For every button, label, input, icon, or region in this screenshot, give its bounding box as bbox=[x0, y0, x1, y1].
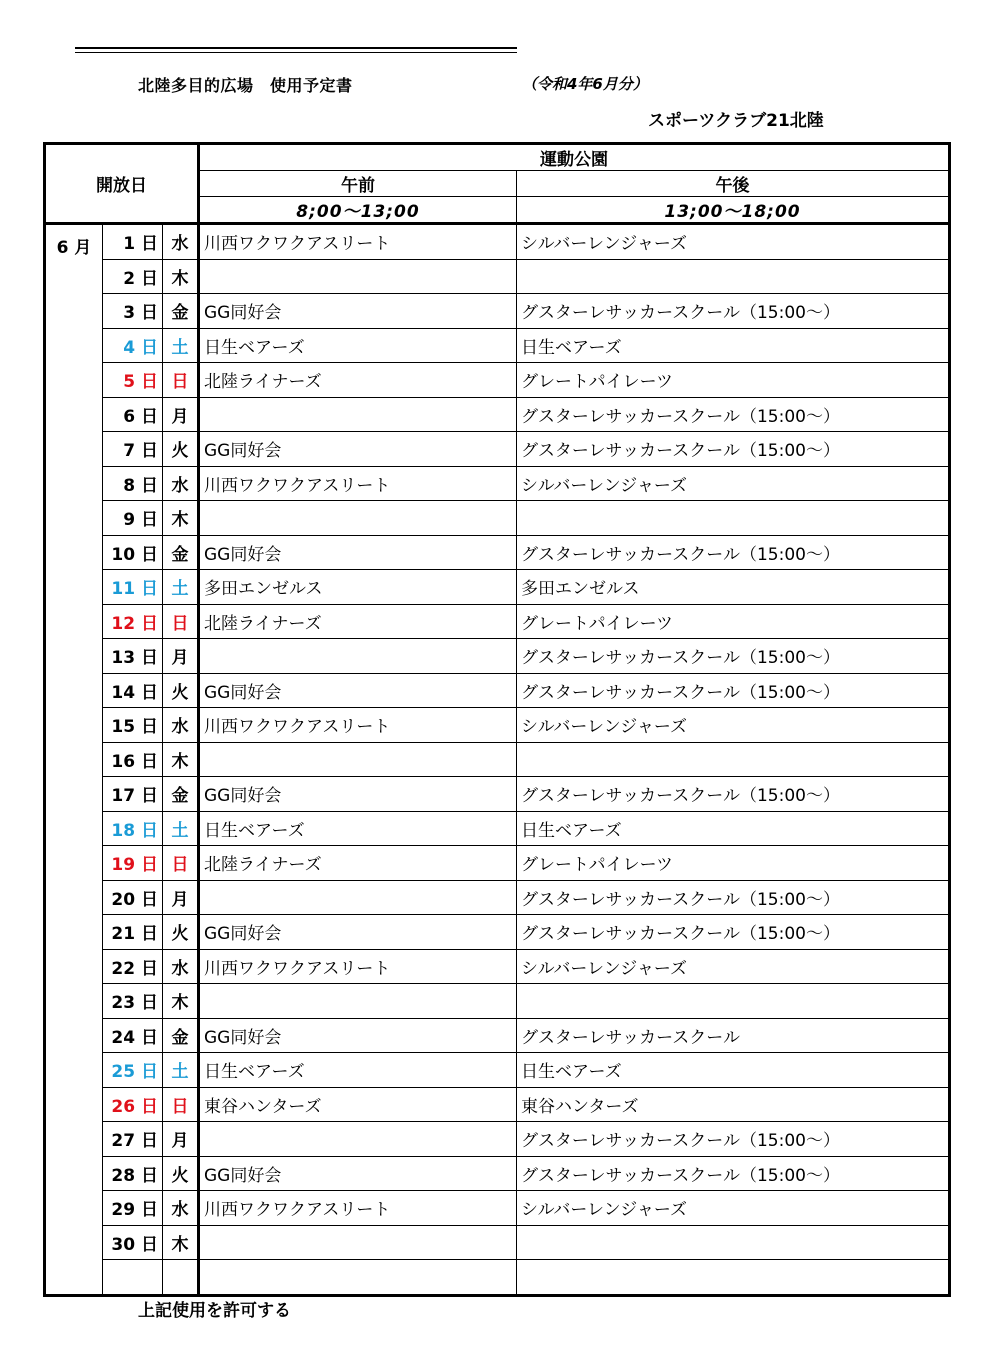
weekday-cell: 土 bbox=[163, 570, 199, 605]
venue-header: 運動公園 bbox=[199, 144, 950, 171]
day-cell: 21 日 bbox=[103, 915, 163, 950]
morning-booking: GG同好会 bbox=[199, 673, 517, 708]
morning-booking: 北陸ライナーズ bbox=[199, 846, 517, 881]
day-cell: 11 日 bbox=[103, 570, 163, 605]
day-cell: 20 日 bbox=[103, 880, 163, 915]
table-row bbox=[45, 639, 950, 674]
day-cell: 3 日 bbox=[103, 294, 163, 329]
weekday-cell: 木 bbox=[163, 984, 199, 1019]
morning-booking: 日生ベアーズ bbox=[199, 328, 517, 363]
day-cell: 16 日 bbox=[103, 742, 163, 777]
afternoon-booking: シルバーレンジャーズ bbox=[517, 466, 950, 501]
day-cell: 24 日 bbox=[103, 1018, 163, 1053]
table-row bbox=[45, 432, 950, 467]
weekday-cell: 火 bbox=[163, 432, 199, 467]
morning-booking: 川西ワクワクアスリート bbox=[199, 224, 517, 260]
table-row bbox=[45, 777, 950, 812]
weekday-cell: 水 bbox=[163, 708, 199, 743]
day-cell: 26 日 bbox=[103, 1087, 163, 1122]
day-cell: 10 日 bbox=[103, 535, 163, 570]
table-row bbox=[45, 880, 950, 915]
afternoon-booking bbox=[517, 742, 950, 777]
day-cell: 2 日 bbox=[103, 259, 163, 294]
table-row bbox=[45, 984, 950, 1019]
afternoon-booking: 日生ベアーズ bbox=[517, 811, 950, 846]
day-cell: 5 日 bbox=[103, 363, 163, 398]
afternoon-booking bbox=[517, 1260, 950, 1296]
afternoon-booking: シルバーレンジャーズ bbox=[517, 708, 950, 743]
morning-booking bbox=[199, 1122, 517, 1157]
morning-booking: 北陸ライナーズ bbox=[199, 363, 517, 398]
morning-booking bbox=[199, 639, 517, 674]
morning-header: 午前 bbox=[199, 171, 517, 197]
morning-booking: 川西ワクワクアスリート bbox=[199, 949, 517, 984]
day-cell bbox=[103, 1260, 163, 1296]
morning-booking: GG同好会 bbox=[199, 915, 517, 950]
table-row bbox=[45, 294, 950, 329]
weekday-cell: 金 bbox=[163, 777, 199, 812]
morning-booking: 多田エンゼルス bbox=[199, 570, 517, 605]
morning-booking: GG同好会 bbox=[199, 432, 517, 467]
morning-booking bbox=[199, 501, 517, 536]
weekday-cell: 金 bbox=[163, 1018, 199, 1053]
morning-booking bbox=[199, 742, 517, 777]
morning-booking: 川西ワクワクアスリート bbox=[199, 708, 517, 743]
afternoon-booking: 日生ベアーズ bbox=[517, 328, 950, 363]
weekday-cell: 月 bbox=[163, 397, 199, 432]
weekday-cell: 水 bbox=[163, 1191, 199, 1226]
morning-booking: 北陸ライナーズ bbox=[199, 604, 517, 639]
day-cell: 4 日 bbox=[103, 328, 163, 363]
table-row bbox=[45, 1053, 950, 1088]
weekday-cell: 月 bbox=[163, 1122, 199, 1157]
morning-booking bbox=[199, 880, 517, 915]
weekday-cell: 土 bbox=[163, 328, 199, 363]
table-row bbox=[45, 259, 950, 294]
morning-booking: 川西ワクワクアスリート bbox=[199, 1191, 517, 1226]
table-row bbox=[45, 846, 950, 881]
morning-booking: 川西ワクワクアスリート bbox=[199, 466, 517, 501]
afternoon-booking: グスターレサッカースクール（15:00～） bbox=[517, 1122, 950, 1157]
morning-booking bbox=[199, 984, 517, 1019]
afternoon-booking: グスターレサッカースクール bbox=[517, 1018, 950, 1053]
afternoon-booking: シルバーレンジャーズ bbox=[517, 1191, 950, 1226]
weekday-cell: 水 bbox=[163, 949, 199, 984]
afternoon-booking: グスターレサッカースクール（15:00～） bbox=[517, 673, 950, 708]
table-row bbox=[45, 501, 950, 536]
morning-booking: 日生ベアーズ bbox=[199, 1053, 517, 1088]
table-row bbox=[45, 742, 950, 777]
weekday-cell: 水 bbox=[163, 224, 199, 260]
afternoon-booking bbox=[517, 259, 950, 294]
afternoon-booking: グスターレサッカースクール（15:00～） bbox=[517, 432, 950, 467]
table-row bbox=[45, 1018, 950, 1053]
open-day-header bbox=[45, 144, 199, 224]
table-row bbox=[45, 328, 950, 363]
day-cell: 1 日 bbox=[103, 224, 163, 260]
afternoon-booking bbox=[517, 1225, 950, 1260]
top-rule-thin bbox=[75, 52, 517, 53]
morning-booking: GG同好会 bbox=[199, 535, 517, 570]
morning-booking: GG同好会 bbox=[199, 1018, 517, 1053]
organization-name: スポーツクラブ21北陸 bbox=[648, 111, 824, 131]
afternoon-booking: グスターレサッカースクール（15:00～） bbox=[517, 397, 950, 432]
schedule-table bbox=[43, 142, 951, 1297]
weekday-cell: 火 bbox=[163, 1156, 199, 1191]
period-label: （令和4年6月分） bbox=[522, 75, 648, 93]
table-row bbox=[45, 1225, 950, 1260]
table-row bbox=[45, 811, 950, 846]
weekday-cell: 木 bbox=[163, 1225, 199, 1260]
day-cell: 27 日 bbox=[103, 1122, 163, 1157]
approval-text: 上記使用を許可する bbox=[138, 1301, 291, 1321]
day-cell: 8 日 bbox=[103, 466, 163, 501]
table-row bbox=[45, 1122, 950, 1157]
table-row bbox=[45, 363, 950, 398]
table-row bbox=[45, 673, 950, 708]
afternoon-booking: グスターレサッカースクール（15:00～） bbox=[517, 294, 950, 329]
table-row bbox=[45, 1087, 950, 1122]
document-title: 北陸多目的広場 使用予定書 bbox=[138, 76, 353, 95]
morning-booking: 日生ベアーズ bbox=[199, 811, 517, 846]
table-row bbox=[45, 915, 950, 950]
weekday-cell: 日 bbox=[163, 604, 199, 639]
morning-booking bbox=[199, 1225, 517, 1260]
weekday-cell: 月 bbox=[163, 880, 199, 915]
day-cell: 25 日 bbox=[103, 1053, 163, 1088]
weekday-cell: 木 bbox=[163, 259, 199, 294]
day-cell: 13 日 bbox=[103, 639, 163, 674]
morning-booking bbox=[199, 259, 517, 294]
weekday-cell: 日 bbox=[163, 1087, 199, 1122]
table-row bbox=[45, 708, 950, 743]
table-row bbox=[45, 1260, 950, 1296]
weekday-cell: 金 bbox=[163, 535, 199, 570]
afternoon-booking: グスターレサッカースクール（15:00～） bbox=[517, 777, 950, 812]
afternoon-booking: 東谷ハンターズ bbox=[517, 1087, 950, 1122]
day-cell: 6 日 bbox=[103, 397, 163, 432]
day-cell: 14 日 bbox=[103, 673, 163, 708]
day-cell: 29 日 bbox=[103, 1191, 163, 1226]
afternoon-header: 午後 bbox=[517, 171, 950, 197]
open-day-label: 開放日 bbox=[96, 176, 147, 196]
table-row bbox=[45, 466, 950, 501]
afternoon-booking bbox=[517, 984, 950, 1019]
weekday-cell: 日 bbox=[163, 363, 199, 398]
day-cell: 7 日 bbox=[103, 432, 163, 467]
afternoon-booking: 日生ベアーズ bbox=[517, 1053, 950, 1088]
table-row bbox=[45, 1191, 950, 1226]
afternoon-booking: グスターレサッカースクール（15:00～） bbox=[517, 1156, 950, 1191]
afternoon-time: 13;00～18;00 bbox=[517, 197, 950, 224]
afternoon-booking: グレートパイレーツ bbox=[517, 846, 950, 881]
day-cell: 19 日 bbox=[103, 846, 163, 881]
afternoon-booking: 多田エンゼルス bbox=[517, 570, 950, 605]
afternoon-booking bbox=[517, 501, 950, 536]
day-cell: 30 日 bbox=[103, 1225, 163, 1260]
weekday-cell: 木 bbox=[163, 742, 199, 777]
afternoon-booking: グスターレサッカースクール（15:00～） bbox=[517, 915, 950, 950]
day-cell: 12 日 bbox=[103, 604, 163, 639]
table-row bbox=[45, 604, 950, 639]
afternoon-booking: グレートパイレーツ bbox=[517, 363, 950, 398]
afternoon-booking: グスターレサッカースクール（15:00～） bbox=[517, 639, 950, 674]
afternoon-booking: グレートパイレーツ bbox=[517, 604, 950, 639]
afternoon-booking: グスターレサッカースクール（15:00～） bbox=[517, 880, 950, 915]
table-row bbox=[45, 1156, 950, 1191]
top-rule bbox=[75, 47, 517, 49]
afternoon-booking: グスターレサッカースクール（15:00～） bbox=[517, 535, 950, 570]
table-row bbox=[45, 949, 950, 984]
weekday-cell: 土 bbox=[163, 811, 199, 846]
morning-booking: GG同好会 bbox=[199, 294, 517, 329]
table-row bbox=[45, 397, 950, 432]
day-cell: 23 日 bbox=[103, 984, 163, 1019]
day-cell: 28 日 bbox=[103, 1156, 163, 1191]
morning-time: 8;00～13;00 bbox=[199, 197, 517, 224]
weekday-cell: 火 bbox=[163, 915, 199, 950]
morning-booking bbox=[199, 397, 517, 432]
table-row bbox=[45, 224, 950, 260]
weekday-cell: 火 bbox=[163, 673, 199, 708]
afternoon-booking: シルバーレンジャーズ bbox=[517, 224, 950, 260]
day-cell: 15 日 bbox=[103, 708, 163, 743]
day-cell: 9 日 bbox=[103, 501, 163, 536]
weekday-cell: 月 bbox=[163, 639, 199, 674]
weekday-cell: 水 bbox=[163, 466, 199, 501]
afternoon-booking: シルバーレンジャーズ bbox=[517, 949, 950, 984]
table-row bbox=[45, 570, 950, 605]
morning-booking: 東谷ハンターズ bbox=[199, 1087, 517, 1122]
weekday-cell bbox=[163, 1260, 199, 1296]
weekday-cell: 金 bbox=[163, 294, 199, 329]
weekday-cell: 木 bbox=[163, 501, 199, 536]
month-cell: 6 月 bbox=[45, 224, 103, 1296]
day-cell: 17 日 bbox=[103, 777, 163, 812]
morning-booking: GG同好会 bbox=[199, 777, 517, 812]
morning-booking bbox=[199, 1260, 517, 1296]
morning-booking: GG同好会 bbox=[199, 1156, 517, 1191]
weekday-cell: 日 bbox=[163, 846, 199, 881]
table-row bbox=[45, 535, 950, 570]
day-cell: 18 日 bbox=[103, 811, 163, 846]
day-cell: 22 日 bbox=[103, 949, 163, 984]
schedule-rows bbox=[45, 224, 950, 1296]
weekday-cell: 土 bbox=[163, 1053, 199, 1088]
